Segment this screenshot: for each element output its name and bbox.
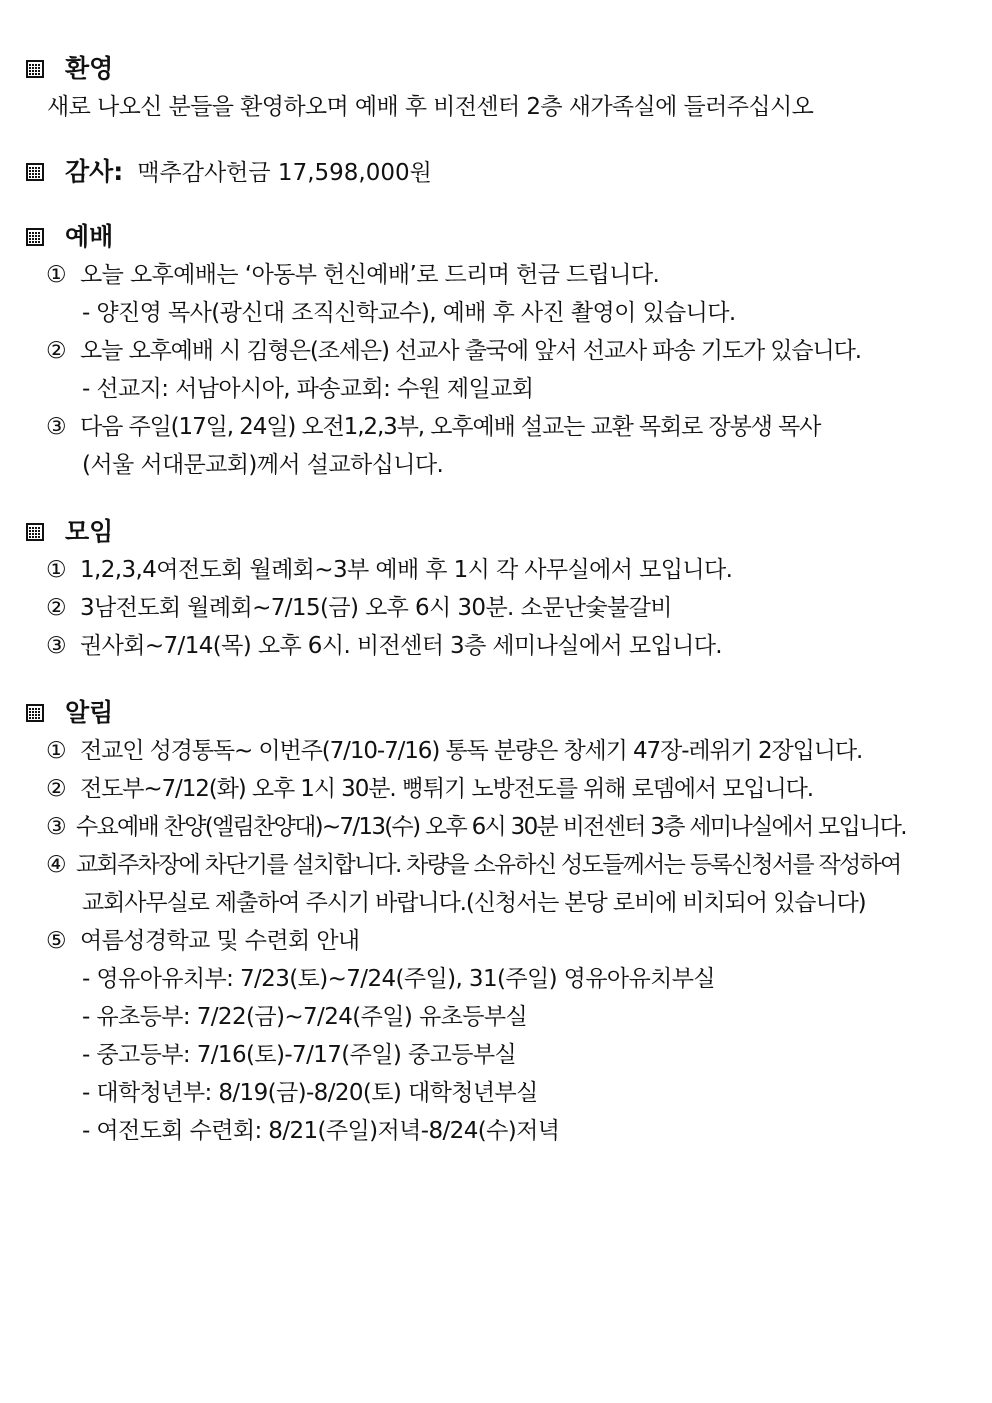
section-meeting [0, 513, 992, 665]
section-thanks [0, 153, 992, 191]
item-number: ③ [46, 633, 67, 659]
list-item [0, 256, 992, 294]
sub-item-text: - 중고등부: 7/16(토)-7/17(주일) 중고등부실 [82, 1042, 517, 1068]
section-welcome [0, 50, 992, 126]
welcome-text: 새로 나오신 분들을 환영하오며 예배 후 비전센터 2층 새가족실에 들러주십시오 [47, 94, 814, 120]
list-item [0, 332, 992, 370]
sub-item-text: - 선교지: 서남아시아, 파송교회: 수원 제일교회 [82, 376, 534, 402]
item-text: 1,2,3,4여전도회 월례회~3부 예배 후 1시 각 사무실에서 모입니다. [80, 557, 733, 583]
sub-item-text: - 여전도회 수련회: 8/21(주일)저녁-8/24(수)저녁 [82, 1118, 560, 1144]
list-item [0, 770, 992, 808]
item-text: 다음 주일(17일, 24일) 오전1,2,3부, 오후예배 설교는 교환 목회로 장봉생 목사 [80, 414, 821, 440]
list-item [0, 846, 992, 884]
item-number: ① [46, 738, 67, 764]
list-item [0, 551, 992, 589]
item-number: ② [46, 776, 67, 802]
list-item [0, 808, 992, 846]
list-item [0, 922, 992, 960]
section-heading [0, 694, 992, 732]
list-item [0, 732, 992, 770]
list-continuation [0, 884, 992, 922]
square-hatched-bullet-icon [26, 523, 44, 541]
item-number: ② [46, 595, 67, 621]
list-item [0, 627, 992, 665]
square-hatched-bullet-icon [26, 704, 44, 722]
section-heading [0, 218, 992, 256]
item-number: ⑤ [46, 928, 67, 954]
item-text: 교회주차장에 차단기를 설치합니다. 차량을 소유하신 성도들께서는 등록신청서를 작성하여 [76, 852, 901, 878]
section-notice [0, 694, 992, 1150]
continuation-text: (서울 서대문교회)께서 설교하십니다. [82, 452, 444, 478]
square-hatched-bullet-icon [26, 228, 44, 246]
item-number: ③ [46, 414, 67, 440]
item-number: ① [46, 557, 67, 583]
section-title: 예배 [65, 222, 114, 251]
item-text: 전도부~7/12(화) 오후 1시 30분. 뻥튀기 노방전도를 위해 로뎀에서 모입니다. [80, 776, 813, 802]
list-sub-item [0, 1036, 992, 1074]
square-hatched-bullet-icon [26, 60, 44, 78]
section-worship [0, 218, 992, 484]
sub-item-text: - 대학청년부: 8/19(금)-8/20(토) 대학청년부실 [82, 1080, 538, 1106]
list-sub-item [0, 998, 992, 1036]
continuation-text: 교회사무실로 제출하여 주시기 바랍니다.(신청서는 본당 로비에 비치되어 있습니다) [82, 890, 866, 916]
item-text: 권사회~7/14(목) 오후 6시. 비전센터 3층 세미나실에서 모입니다. [80, 633, 723, 659]
sub-item-text: - 영유아유치부: 7/23(토)~7/24(주일), 31(주일) 영유아유치부실 [82, 966, 716, 992]
list-sub-item [0, 1112, 992, 1150]
thanks-text: 맥추감사헌금 17,598,000원 [137, 160, 432, 186]
item-text: 오늘 오후예배 시 김형은(조세은) 선교사 출국에 앞서 선교사 파송 기도가 있습니다. [80, 338, 861, 364]
item-number: ③ [46, 814, 67, 840]
square-hatched-bullet-icon [26, 163, 44, 181]
list-item [0, 589, 992, 627]
item-text: 여름성경학교 및 수련회 안내 [80, 928, 360, 954]
item-number: ④ [46, 852, 67, 878]
section-heading [0, 50, 992, 88]
list-sub-item [0, 294, 992, 332]
section-title: 감사: [65, 157, 124, 186]
item-text: 오늘 오후예배는 ‘아동부 헌신예배’로 드리며 헌금 드립니다. [80, 262, 660, 288]
item-number: ① [46, 262, 67, 288]
list-item [0, 408, 992, 446]
item-text: 전교인 성경통독~ 이번주(7/10-7/16) 통독 분량은 창세기 47장-레위기 2장입니다. [80, 738, 863, 764]
list-sub-item [0, 1074, 992, 1112]
list-continuation [0, 446, 992, 484]
item-text: 3남전도회 월례회~7/15(금) 오후 6시 30분. 소문난숯불갈비 [80, 595, 672, 621]
sub-item-text: - 양진영 목사(광신대 조직신학교수), 예배 후 사진 촬영이 있습니다. [82, 300, 736, 326]
item-text: 수요예배 찬양(엘림찬양대)~7/13(수) 오후 6시 30분 비전센터 3층 세미나실에서 모입니다. [76, 814, 906, 840]
section-title: 환영 [65, 54, 114, 83]
section-title: 모임 [65, 517, 114, 546]
section-heading [0, 513, 992, 551]
list-sub-item [0, 960, 992, 998]
welcome-text-line [0, 88, 992, 126]
sub-item-text: - 유초등부: 7/22(금)~7/24(주일) 유초등부실 [82, 1004, 528, 1030]
section-heading [0, 153, 992, 191]
list-sub-item [0, 370, 992, 408]
section-title: 알림 [65, 698, 114, 727]
item-number: ② [46, 338, 67, 364]
